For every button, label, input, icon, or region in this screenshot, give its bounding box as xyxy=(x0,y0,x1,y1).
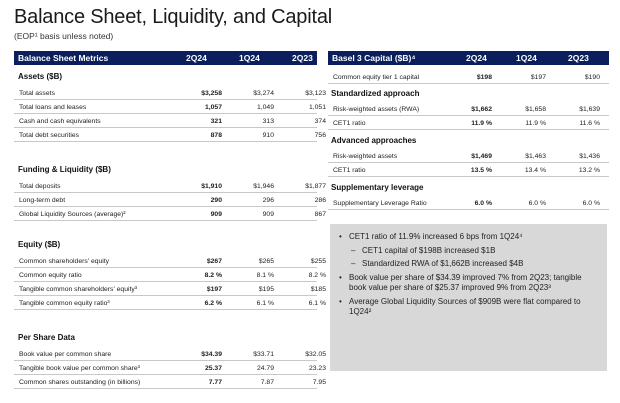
value-2q23: $255 xyxy=(310,258,326,265)
value-1q24: $195 xyxy=(258,286,274,293)
per-share-heading: Per Share Data xyxy=(18,333,75,342)
row-label: Common equity ratio xyxy=(19,272,82,279)
value-2q24: 6.0 % xyxy=(474,200,492,207)
value-1q24: 910 xyxy=(262,132,274,139)
value-2q24: 290 xyxy=(210,197,222,204)
table-row xyxy=(328,71,609,84)
value-2q23: 8.2 % xyxy=(308,272,326,279)
value-2q23: 374 xyxy=(314,118,326,125)
value-1q24: 11.9 % xyxy=(525,120,546,127)
value-1q24: 296 xyxy=(262,197,274,204)
table-row xyxy=(328,117,609,130)
table-row xyxy=(14,255,326,268)
table-row xyxy=(328,150,609,163)
value-2q23: 11.6 % xyxy=(579,120,600,127)
row-label: Supplementary Leverage Ratio xyxy=(333,200,427,207)
value-2q23: $190 xyxy=(584,74,600,81)
value-2q24: $267 xyxy=(206,258,222,265)
value-1q24: 7.87 xyxy=(260,379,274,386)
value-2q23: 7.95 xyxy=(312,379,326,386)
value-1q24: 13.4 % xyxy=(524,167,546,174)
value-2q24: $3,258 xyxy=(201,90,222,97)
value-2q24: 25.37 xyxy=(204,365,222,372)
value-2q24: $198 xyxy=(476,74,492,81)
table-row xyxy=(14,376,326,389)
callout-sub-bullet: – Standardized RWA of $1,662B increased $4B xyxy=(338,259,599,270)
value-2q24: 321 xyxy=(210,118,222,125)
value-2q23: 6.0 % xyxy=(582,200,600,207)
assets-heading: Assets ($B) xyxy=(18,72,63,81)
value-1q24: 6.1 % xyxy=(256,300,274,307)
table-row xyxy=(328,164,609,177)
value-2q24: 909 xyxy=(210,211,222,218)
value-2q24: 13.5 % xyxy=(470,167,492,174)
value-2q23: 1,051 xyxy=(308,104,326,111)
row-label: Long-term debt xyxy=(19,197,66,204)
table-row xyxy=(14,208,326,221)
value-2q24: 8.2 % xyxy=(204,272,222,279)
row-label: Total assets xyxy=(19,90,55,97)
callout-bullet: • Book value per share of $34.39 improved 7% from 2Q23; tangible book value per share of $25.37 improved 9% from 2Q23³ xyxy=(338,273,599,294)
page-title: Balance Sheet, Liquidity, and Capital xyxy=(14,6,333,28)
value-2q23: $32.05 xyxy=(305,351,326,358)
row-label: Total deposits xyxy=(19,183,61,190)
value-1q24: $1,463 xyxy=(525,153,546,160)
value-2q23: 286 xyxy=(314,197,326,204)
value-2q23: 23.23 xyxy=(308,365,326,372)
value-1q24: $33.71 xyxy=(253,351,274,358)
table-row xyxy=(14,269,326,282)
header-col-2: 1Q24 xyxy=(516,53,537,63)
standardized-heading: Standardized approach xyxy=(331,89,420,98)
table-row xyxy=(14,87,326,100)
header-col-2: 1Q24 xyxy=(239,53,260,63)
table-row xyxy=(14,348,326,361)
table-row xyxy=(14,115,326,128)
table-row xyxy=(14,194,326,207)
value-1q24: 909 xyxy=(262,211,274,218)
highlights-callout xyxy=(330,224,607,371)
value-2q24: $1,469 xyxy=(471,153,492,160)
value-1q24: 8.1 % xyxy=(256,272,274,279)
table-row xyxy=(14,283,326,296)
value-2q24: 6.2 % xyxy=(204,300,222,307)
value-2q23: $1,877 xyxy=(305,183,326,190)
value-1q24: $3,274 xyxy=(253,90,274,97)
table-row xyxy=(328,197,609,210)
header-col-1: 2Q24 xyxy=(466,53,487,63)
table-row xyxy=(14,180,326,193)
table-row xyxy=(14,101,326,114)
basel-capital-header xyxy=(328,51,609,65)
value-2q23: $1,436 xyxy=(579,153,600,160)
row-label: Total loans and leases xyxy=(19,104,87,111)
equity-heading: Equity ($B) xyxy=(18,240,61,249)
row-label: Common shares outstanding (in billions) xyxy=(19,379,141,386)
value-1q24: $1,658 xyxy=(525,106,546,113)
value-1q24: $1,946 xyxy=(253,183,274,190)
row-label: Total debt securities xyxy=(19,132,80,139)
value-2q24: 7.77 xyxy=(208,379,222,386)
value-2q23: $1,639 xyxy=(579,106,600,113)
row-label: Book value per common share xyxy=(19,351,112,358)
value-2q23: 867 xyxy=(314,211,326,218)
advanced-heading: Advanced approaches xyxy=(331,136,417,145)
row-label: Cash and cash equivalents xyxy=(19,118,101,125)
value-1q24: 1,049 xyxy=(256,104,274,111)
row-label: CET1 ratio xyxy=(333,167,366,174)
row-label: Risk-weighted assets xyxy=(333,153,398,160)
value-2q24: 878 xyxy=(210,132,222,139)
value-1q24: 24.79 xyxy=(256,365,274,372)
value-1q24: $265 xyxy=(258,258,274,265)
value-2q23: $185 xyxy=(310,286,326,293)
value-2q23: 756 xyxy=(314,132,326,139)
value-2q24: 1,057 xyxy=(204,104,222,111)
row-label: Tangible common equity ratio³ xyxy=(19,300,110,307)
table-row xyxy=(14,297,326,310)
row-label: Global Liquidity Sources (average)² xyxy=(19,211,126,218)
row-label: Tangible common shareholders' equity³ xyxy=(19,286,138,293)
row-label: Tangible book value per common share³ xyxy=(19,365,140,372)
header-label: Balance Sheet Metrics xyxy=(18,53,109,63)
row-label: Risk-weighted assets (RWA) xyxy=(333,106,420,113)
value-2q24: $34.39 xyxy=(201,351,222,358)
row-label: Common equity tier 1 capital xyxy=(333,74,420,81)
page-subtitle: (EOP¹ basis unless noted) xyxy=(14,31,114,41)
row-label: CET1 ratio xyxy=(333,120,366,127)
header-col-1: 2Q24 xyxy=(186,53,207,63)
value-1q24: 6.0 % xyxy=(528,200,546,207)
value-2q23: 13.2 % xyxy=(578,167,600,174)
header-col-3: 2Q23 xyxy=(568,53,589,63)
value-2q24: $197 xyxy=(206,286,222,293)
table-row xyxy=(14,129,326,142)
value-2q24: $1,910 xyxy=(201,183,222,190)
funding-heading: Funding & Liquidity ($B) xyxy=(18,165,111,174)
value-2q23: 6.1 % xyxy=(308,300,326,307)
supplementary-heading: Supplementary leverage xyxy=(331,183,424,192)
balance-sheet-header xyxy=(14,51,317,65)
header-label: Basel 3 Capital ($B)⁴ xyxy=(332,53,416,63)
value-2q23: $3,123 xyxy=(305,90,326,97)
value-1q24: $197 xyxy=(530,74,546,81)
value-2q24: $1,662 xyxy=(471,106,492,113)
table-row xyxy=(14,362,326,375)
callout-bullet: • CET1 ratio of 11.9% increased 6 bps from 1Q24⁴ xyxy=(338,232,599,243)
table-row xyxy=(328,103,609,116)
callout-bullet: • Average Global Liquidity Sources of $909B were flat compared to 1Q24² xyxy=(338,297,599,318)
row-label: Common shareholders' equity xyxy=(19,258,110,265)
callout-sub-bullet: – CET1 capital of $198B increased $1B xyxy=(338,246,599,257)
value-2q24: 11.9 % xyxy=(471,120,492,127)
value-1q24: 313 xyxy=(262,118,274,125)
header-col-3: 2Q23 xyxy=(292,53,313,63)
